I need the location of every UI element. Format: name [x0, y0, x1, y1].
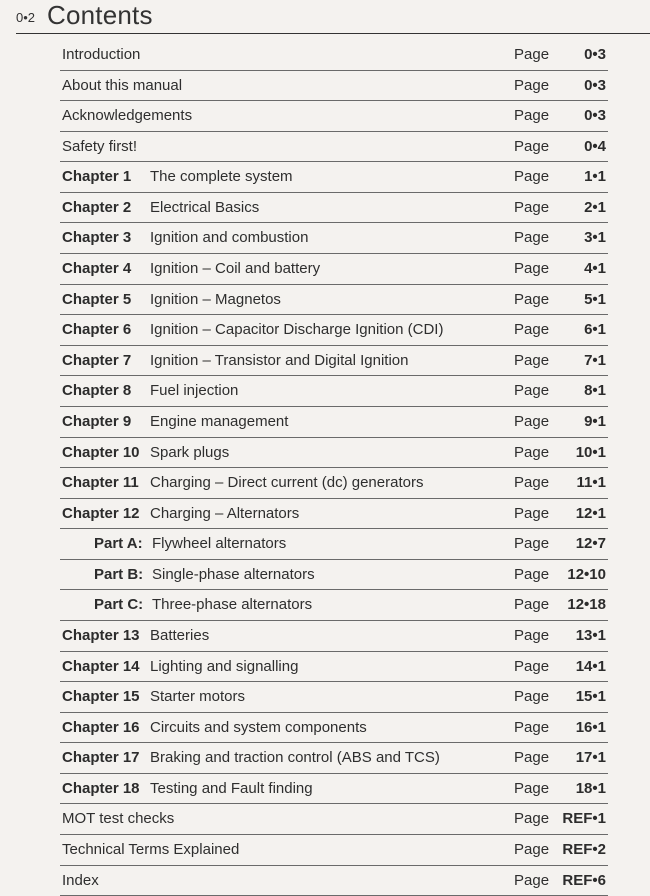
- toc-entry[interactable]: [60, 40, 608, 71]
- toc-entry[interactable]: [60, 254, 608, 285]
- toc-entry[interactable]: [60, 529, 608, 560]
- page-word: Page: [514, 198, 550, 216]
- entry-title: Index: [62, 871, 99, 889]
- entry-title: Braking and traction control (ABS and TCS): [150, 749, 440, 767]
- entry-title: Testing and Fault finding: [150, 779, 313, 797]
- page-reference: 13•1: [575, 626, 606, 644]
- page-word: Page: [514, 810, 550, 828]
- page-word: Page: [514, 718, 550, 736]
- chapter-label: Chapter 1: [62, 168, 132, 186]
- toc-entry[interactable]: [60, 71, 608, 102]
- page-reference: 17•1: [575, 749, 606, 767]
- toc-entry[interactable]: [60, 774, 608, 805]
- chapter-label: Chapter 13: [62, 626, 140, 644]
- page-reference: 14•1: [575, 657, 606, 675]
- page-reference: 4•1: [584, 260, 606, 278]
- page-header: [16, 0, 650, 34]
- page-word: Page: [514, 504, 550, 522]
- page-word: Page: [514, 412, 550, 430]
- toc-entry[interactable]: [60, 866, 608, 896]
- page-word: Page: [514, 565, 550, 583]
- entry-title: Starter motors: [150, 688, 246, 706]
- page-reference: 7•1: [584, 351, 606, 369]
- chapter-label: Chapter 6: [62, 321, 132, 339]
- entry-title: Electrical Basics: [150, 198, 260, 216]
- chapter-label: Chapter 3: [62, 229, 132, 247]
- entry-title: The complete system: [150, 168, 293, 186]
- entry-title: Safety first!: [62, 137, 138, 155]
- toc-entry[interactable]: [60, 499, 608, 530]
- toc-entry[interactable]: [60, 652, 608, 683]
- entry-title: Fuel injection: [150, 382, 239, 400]
- page-word: Page: [514, 351, 550, 369]
- part-label: Part B:: [94, 565, 144, 583]
- page-reference: 0•4: [584, 137, 606, 155]
- page-word: Page: [514, 474, 550, 492]
- page-word: Page: [514, 749, 550, 767]
- page-word: Page: [514, 290, 550, 308]
- toc-entry[interactable]: [60, 162, 608, 193]
- page-word: Page: [514, 107, 550, 125]
- chapter-label: Chapter 8: [62, 382, 132, 400]
- chapter-label: Chapter 2: [62, 198, 132, 216]
- page-reference: 18•1: [575, 779, 606, 797]
- toc-entry[interactable]: [60, 376, 608, 407]
- chapter-label: Chapter 10: [62, 443, 140, 461]
- page-word: Page: [514, 688, 550, 706]
- page-word: Page: [514, 535, 550, 553]
- page-reference: 8•1: [584, 382, 606, 400]
- page-reference: 12•1: [575, 504, 606, 522]
- chapter-label: Chapter 16: [62, 718, 140, 736]
- part-label: Part C:: [94, 596, 144, 614]
- entry-title: Ignition – Transistor and Digital Ignition: [150, 351, 409, 369]
- page-reference: 12•7: [575, 535, 606, 553]
- chapter-label: Chapter 11: [62, 474, 139, 492]
- page-word: Page: [514, 841, 550, 859]
- page-reference: 16•1: [575, 718, 606, 736]
- entry-title: Spark plugs: [150, 443, 230, 461]
- chapter-label: Chapter 12: [62, 504, 140, 522]
- page-reference: 9•1: [584, 412, 606, 430]
- toc-entry[interactable]: [60, 713, 608, 744]
- chapter-label: Chapter 4: [62, 260, 132, 278]
- page-reference: 3•1: [584, 229, 606, 247]
- page-word: Page: [514, 779, 550, 797]
- part-label: Part A:: [94, 535, 143, 553]
- page-word: Page: [514, 321, 550, 339]
- entry-title: MOT test checks: [62, 810, 175, 828]
- page-word: Page: [514, 443, 550, 461]
- page-reference: 1•1: [584, 168, 606, 186]
- toc-entry[interactable]: [60, 590, 608, 621]
- toc-entry[interactable]: [60, 193, 608, 224]
- chapter-label: Chapter 14: [62, 657, 140, 675]
- chapter-label: Chapter 15: [62, 688, 140, 706]
- entry-title: Acknowledgements: [62, 107, 193, 125]
- page-word: Page: [514, 168, 550, 186]
- page-word: Page: [514, 229, 550, 247]
- page-number: 0•2: [16, 10, 36, 25]
- page-reference: 6•1: [584, 321, 606, 339]
- page-reference: 0•3: [584, 107, 606, 125]
- entry-title: Lighting and signalling: [150, 657, 299, 675]
- page-reference: 11•1: [576, 474, 606, 492]
- entry-title: Batteries: [150, 626, 210, 644]
- page-word: Page: [514, 46, 550, 63]
- toc-entry[interactable]: [60, 682, 608, 713]
- toc-entry[interactable]: [60, 743, 608, 774]
- chapter-label: Chapter 18: [62, 779, 140, 797]
- page-reference: REF•2: [562, 841, 606, 859]
- page-word: Page: [514, 657, 550, 675]
- page-reference: 10•1: [575, 443, 606, 461]
- page-word: Page: [514, 382, 550, 400]
- toc-entry[interactable]: [60, 101, 608, 132]
- page-title: Contents: [47, 0, 153, 30]
- page-word: Page: [514, 871, 550, 889]
- toc-entry[interactable]: [60, 560, 608, 591]
- toc-entry[interactable]: [60, 223, 608, 254]
- toc-entry[interactable]: [60, 407, 608, 438]
- page-reference: 12•18: [567, 596, 606, 614]
- entry-title: Ignition – Magnetos: [150, 290, 281, 308]
- page-reference: 0•3: [584, 46, 606, 63]
- chapter-label: Chapter 5: [62, 290, 132, 308]
- entry-title: Engine management: [150, 412, 289, 430]
- page-reference: 12•10: [567, 565, 606, 583]
- chapter-label: Chapter 17: [62, 749, 140, 767]
- table-of-contents: [60, 40, 608, 896]
- page-reference: 5•1: [584, 290, 606, 308]
- toc-entry[interactable]: [60, 346, 608, 377]
- page-word: Page: [514, 626, 550, 644]
- entry-title: Three-phase alternators: [152, 596, 313, 614]
- entry-title: Flywheel alternators: [152, 535, 287, 553]
- entry-title: Technical Terms Explained: [62, 841, 240, 859]
- toc-entry[interactable]: [60, 621, 608, 652]
- entry-title: Ignition – Coil and battery: [150, 260, 321, 278]
- page-word: Page: [514, 137, 550, 155]
- entry-title: Circuits and system components: [150, 718, 367, 736]
- entry-title: Ignition and combustion: [150, 229, 309, 247]
- toc-entry[interactable]: [60, 285, 608, 316]
- page-reference: REF•1: [562, 810, 606, 828]
- chapter-label: Chapter 9: [62, 412, 132, 430]
- page-reference: 0•3: [584, 76, 606, 94]
- page-word: Page: [514, 260, 550, 278]
- toc-entry[interactable]: [60, 315, 608, 346]
- entry-title: Charging – Direct current (dc) generators: [150, 474, 424, 492]
- entry-title: Charging – Alternators: [150, 504, 300, 522]
- page-reference: 15•1: [575, 688, 606, 706]
- chapter-label: Chapter 7: [62, 351, 132, 369]
- page-reference: 2•1: [584, 198, 606, 216]
- entry-title: Ignition – Capacitor Discharge Ignition (CDI): [150, 321, 444, 339]
- entry-title: About this manual: [62, 76, 183, 94]
- page-reference: REF•6: [562, 871, 606, 889]
- toc-entry[interactable]: [60, 804, 608, 835]
- toc-entry[interactable]: [60, 438, 608, 469]
- page-word: Page: [514, 76, 550, 94]
- entry-title: Single-phase alternators: [152, 565, 315, 583]
- entry-title: Introduction: [62, 46, 141, 63]
- toc-entry[interactable]: [60, 835, 608, 866]
- toc-entry[interactable]: [60, 132, 608, 163]
- page-word: Page: [514, 596, 550, 614]
- toc-entry[interactable]: [60, 468, 608, 499]
